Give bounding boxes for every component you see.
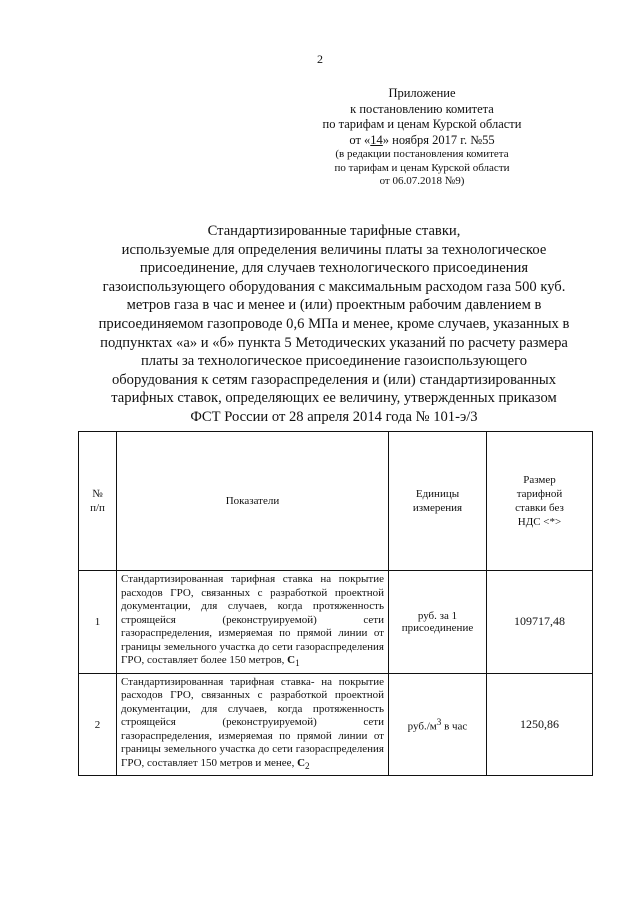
row-unit-line: руб. за 1 xyxy=(417,609,458,622)
tariff-table xyxy=(78,431,593,776)
title-line: тарифных ставок, определяющих ее величину, утвержденных приказом xyxy=(111,390,557,407)
page-number: 2 xyxy=(317,52,323,66)
appendix-revision-1: (в редакции постановления комитета xyxy=(335,148,509,160)
row-number: 2 xyxy=(79,673,117,776)
title-line: присоединяемом газопроводе 0,6 МПа и менее, кроме случаев, указанных в xyxy=(98,315,570,332)
appendix-revision-2: по тарифам и ценам Курской области xyxy=(334,161,510,174)
appendix-committee: по тарифам и ценам Курской области xyxy=(322,117,522,131)
title-line: газоиспользующего оборудования с максимальным расходом газа 500 куб. xyxy=(102,278,566,295)
row-unit xyxy=(389,673,487,776)
title-line: подпунктах «а» и «б» пункта 5 Методических указаний по расчету размера xyxy=(100,334,568,351)
header-number-line: № xyxy=(92,488,103,500)
row-unit-exponent: 3 xyxy=(436,716,442,727)
header-indicators: Показатели xyxy=(117,432,389,571)
header-rate-line: ставки без xyxy=(515,502,564,514)
row-number: 1 xyxy=(79,571,117,674)
row-rate: 109717,48 xyxy=(487,571,593,674)
row-description xyxy=(117,673,389,776)
title-line: Стандартизированные тарифные ставки, xyxy=(207,223,461,239)
row-unit xyxy=(389,571,487,674)
title-line: оборудования к сетям газораспределения и (или) стандартизированных xyxy=(111,371,557,388)
row-description-text: Стандартизированная тарифная ставка на покрытие расходов ГРО, связанных с разработкой проектной документации, для случаев, когда протяженность строящейся (реконструируемой) сети газораспределения, измеряемая по прямой линии от границы земельного участка до сети газораспределения ГРО, составляет более 150 метров, xyxy=(121,573,384,666)
appendix-date-rest: » ноября 2017 г. №55 xyxy=(382,132,495,147)
appendix-resolution: к постановлению комитета xyxy=(350,101,494,116)
row-description-text: Стандартизированная тарифная ставка- на покрытие расходов ГРО, связанных с разработкой проектной документации, для случаев, когда протяженность строящейся (реконструируемой) сети газораспределения, измеряемая по прямой линии от границы земельного участка до сети газораспределения ГРО, составляет 150 метров и менее, xyxy=(121,675,384,769)
appendix-date-day: 14 xyxy=(370,132,383,147)
title-line: присоединение, для случаев технологического присоединения xyxy=(139,260,529,277)
table-row xyxy=(79,673,593,776)
row-rate: 1250,86 xyxy=(487,673,593,776)
header-unit-line: Единицы xyxy=(415,488,460,500)
appendix-date xyxy=(272,133,572,149)
header-unit xyxy=(389,432,487,571)
header-rate-line: тарифной xyxy=(516,488,563,500)
header-number xyxy=(79,432,117,571)
header-unit-line: измерения xyxy=(412,502,463,514)
header-number-line: п/п xyxy=(90,502,105,514)
row-symbol-index: 2 xyxy=(305,760,310,771)
title-line: метров газа в час и менее и (или) проектным рабочим давлением в xyxy=(126,297,542,314)
row-unit-base: руб./м xyxy=(407,720,437,733)
row-symbol: С xyxy=(287,654,296,666)
header-rate xyxy=(487,432,593,571)
appendix-date-prefix: от « xyxy=(349,132,371,147)
row-unit-tail: в час xyxy=(441,720,468,733)
table-row xyxy=(79,571,593,674)
row-description xyxy=(117,571,389,674)
appendix-block xyxy=(272,86,572,189)
header-rate-line: НДС <*> xyxy=(517,516,562,528)
title-line: ФСТ России от 28 апреля 2014 года № 101-э/3 xyxy=(190,408,478,425)
document-title xyxy=(84,222,584,427)
row-symbol: С xyxy=(297,756,306,769)
appendix-title: Приложение xyxy=(388,86,456,100)
table-header-row xyxy=(79,432,593,571)
title-line: используемые для определения величины платы за технологическое xyxy=(121,241,547,258)
header-rate-line: Размер xyxy=(523,474,556,486)
title-line: платы за технологическое присоединение газоиспользующего xyxy=(140,353,528,370)
row-unit-line: присоединение xyxy=(401,621,474,634)
row-symbol-index: 1 xyxy=(295,658,300,669)
appendix-revision-3: от 06.07.2018 №9) xyxy=(379,175,465,187)
